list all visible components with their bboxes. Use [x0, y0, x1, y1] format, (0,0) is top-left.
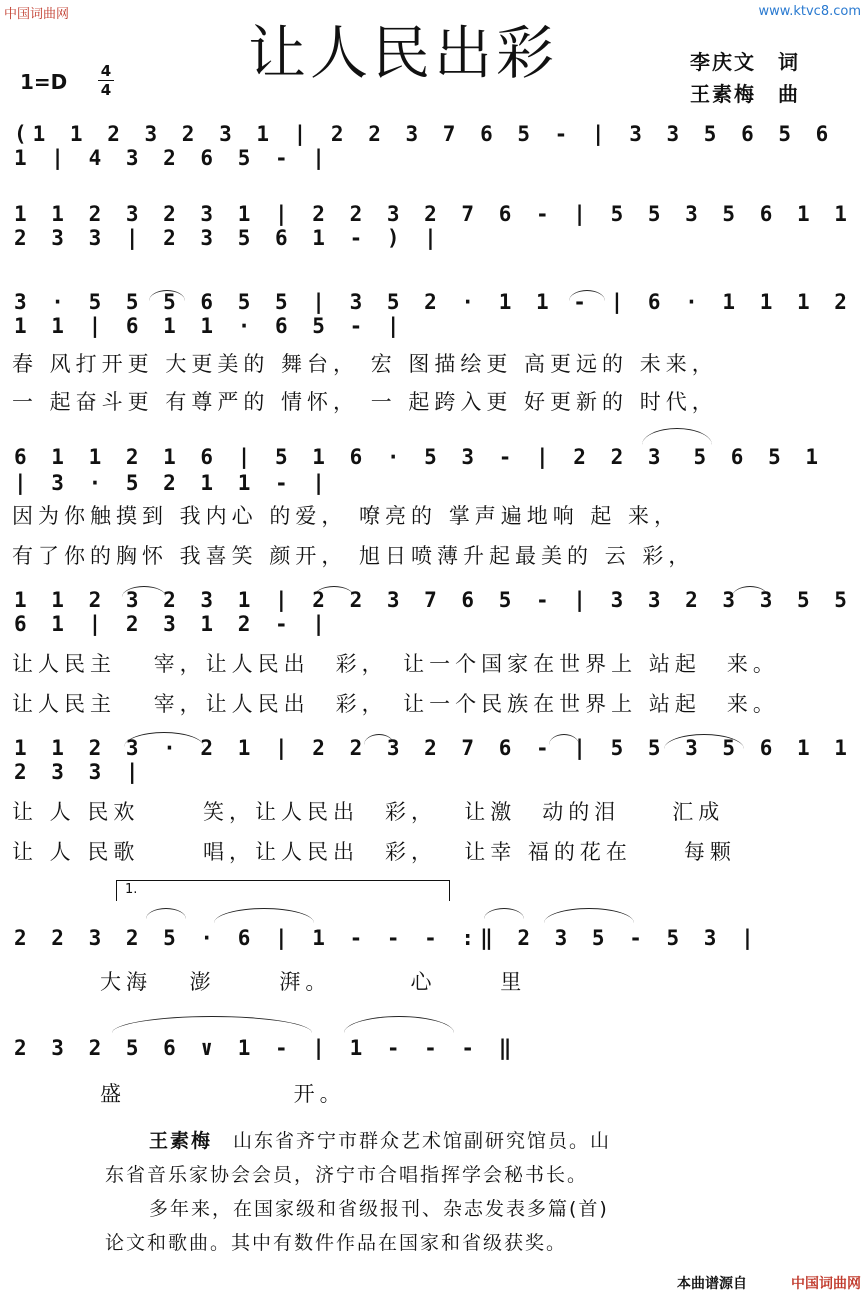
notes-line: 2 3 2 5 6 ∨ 1 - | 1 - - - ‖ — [14, 1036, 518, 1060]
volta-bracket: 1. — [116, 880, 450, 901]
score-system-8 — [14, 1030, 856, 1066]
lyric-verse-1: 让 人 民欢 笑，让人民出 彩， 让激 动的泪 汇成 — [12, 800, 725, 824]
bio-text: 多年来，在国家级和省级报刊、杂志发表多篇(首) — [149, 1198, 609, 1220]
lyric-verse-1: 大海 澎 湃。 心 里 — [100, 970, 527, 994]
notes-line: 2 2 3 2 5 · 6 | 1 - - - :‖ 2 3 5 - 5 3 | — [14, 926, 760, 950]
notes-line: 1 1 2 3 2 3 1 | 2 2 3 7 6 5 - | 3 3 2 3 3 5 5 6 1 | 2 3 1 2 - | — [14, 588, 853, 636]
lyric-verse-1: 让人民主 宰，让人民出 彩， 让一个国家在世界上 站起 来。 — [12, 652, 779, 676]
score-system-7 — [14, 920, 856, 956]
bio-text: 东省音乐家协会会员，济宁市合唱指挥学会秘书长。 — [105, 1164, 589, 1186]
score-system-1 — [14, 122, 856, 170]
bio-name: 王素梅 — [149, 1130, 213, 1152]
footer-site-name[interactable]: 中国词曲网 — [791, 1276, 861, 1292]
lyric-verse-2: 一 起奋斗更 有尊严的 情怀， 一 起跨入更 好更新的 时代， — [12, 390, 718, 414]
lyric-verse-1: 因为你触摸到 我内心 的爱， 嘹亮的 掌声遍地响 起 来， — [12, 504, 681, 528]
song-title: 让人民出彩 — [248, 19, 559, 87]
notes-line: 1 1 2 3 · 2 1 | 2 2 3 2 7 6 - | 5 5 3 5 6 1 1 2 3 3 | — [14, 736, 853, 784]
watermark-left: 中国词曲网 — [4, 7, 70, 22]
bio-text: 论文和歌曲。其中有数件作品在国家和省级获奖。 — [105, 1232, 568, 1254]
notes-line: 6 1 1 2 1 6 | 5 1 6 · 5 3 - | 2 2 3 5 6 5 1 | 3 · 5 2 1 1 - | — [14, 445, 825, 495]
footer-source-label: 本曲谱源自 — [677, 1276, 747, 1292]
notes-line: 1 1 2 3 2 3 1 | 2 2 3 2 7 6 - | 5 5 3 5 6 1 1 2 3 3 | 2 3 5 6 1 - ) | — [14, 202, 853, 250]
score-system-5 — [14, 588, 856, 636]
notes-line: (1 1 2 3 2 3 1 | 2 2 3 7 6 5 - | 3 3 5 6 5 6 1 | 4 3 2 6 5 - | — [14, 122, 835, 170]
lyric-verse-2: 有了你的胸怀 我喜笑 颜开， 旭日喷薄升起最美的 云 彩， — [12, 544, 695, 568]
notes-line: 3 · 5 5 5 6 5 5 | 3 5 2 · 1 1 - | 6 · 1 1 1 2 1 1 | 6 1 1 · 6 5 - | — [14, 290, 853, 338]
score-system-2 — [14, 202, 856, 250]
time-signature: 4 4 — [98, 62, 114, 99]
lyric-verse-1: 春 风打开更 大更美的 舞台， 宏 图描绘更 高更远的 未来， — [12, 352, 718, 376]
score-system-3 — [14, 290, 856, 338]
score-system-6 — [14, 736, 856, 784]
lyricist-credit: 李庆文 词 — [690, 50, 800, 74]
score-system-4 — [14, 445, 856, 495]
lyric-verse-2: 让 人 民歌 唱，让人民出 彩， 让幸 福的花在 每颗 — [12, 840, 736, 864]
bio-text: 山东省齐宁市群众艺术馆副研究馆员。山 — [233, 1130, 612, 1152]
lyric-verse-1: 盛 开。 — [100, 1082, 346, 1106]
key-signature: 1=D — [20, 70, 68, 94]
slur — [146, 908, 186, 919]
lyric-verse-2: 让人民主 宰，让人民出 彩， 让一个民族在世界上 站起 来。 — [12, 692, 779, 716]
composer-bio — [105, 1124, 765, 1260]
watermark-right[interactable]: www.ktvc8.com — [758, 4, 861, 19]
slur — [484, 908, 524, 919]
composer-credit: 王素梅 曲 — [690, 82, 800, 106]
